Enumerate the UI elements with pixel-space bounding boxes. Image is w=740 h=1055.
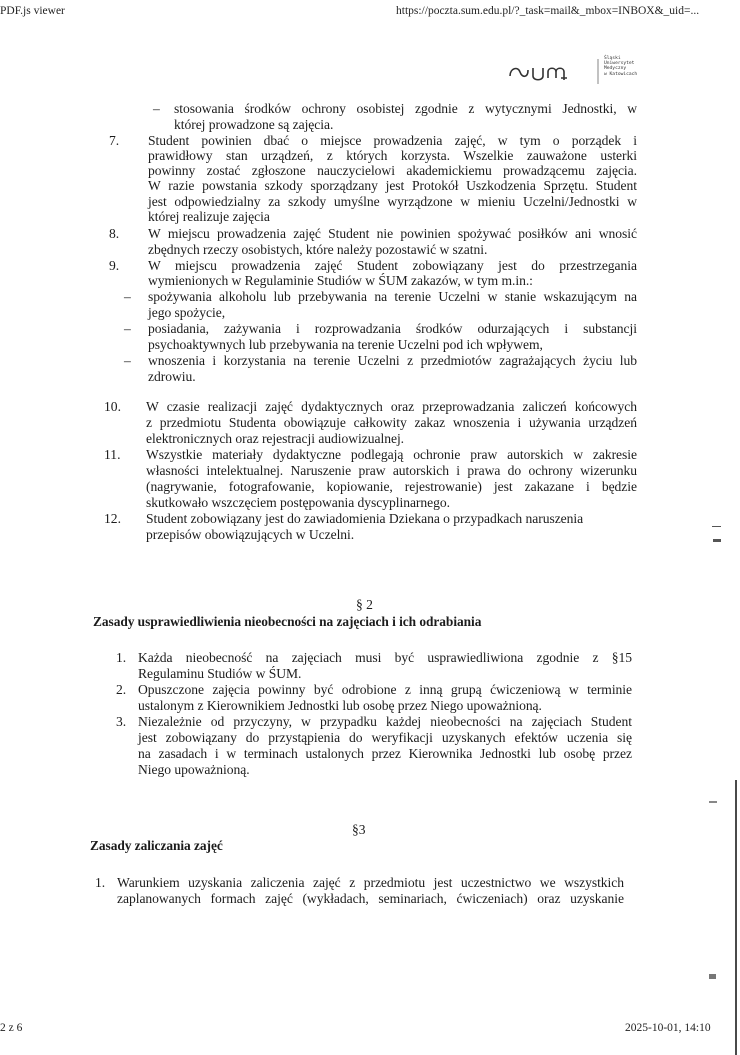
text-line: zbędnych rzeczy osobistych, które należy pozostawić w szatni.: [148, 242, 488, 257]
text-line: zaplanowanych formach zajęć (wykładach, seminariach, ćwiczeniach) oraz uzyskanie: [117, 891, 624, 906]
logo-line-2: Uniwersytet: [604, 61, 635, 67]
logo-wordmark: [604, 56, 637, 77]
text-line: której realizuje zajęcia: [148, 209, 270, 224]
text-line: jest odpowiedzialny za szkody umyślne wyrządzone w mieniu Uczelni/Jednostki w: [148, 194, 637, 209]
item-number: 9.: [109, 258, 120, 273]
text-line: Student powinien dbać o miejsce prowadzenia zajęć, w tym o porządek i: [148, 133, 637, 148]
item-number: 1.: [116, 650, 127, 665]
print-header-url: https://poczta.sum.edu.pl/?_task=mail&_mbox=INBOX&_uid=...: [396, 5, 700, 17]
text-line: W czasie realizacji zajęć dydaktycznych oraz przeprowadzania zaliczeń końcowych: [146, 399, 637, 414]
print-datetime: 2025-10-01, 14:10: [625, 1022, 711, 1034]
text-line: prawidłowy stan urządzeń, z których korzysta. Wszelkie zauważone usterki: [148, 148, 637, 163]
item-number: 3.: [116, 714, 127, 729]
text-line: Niezależnie od przyczyny, w przypadku każdej nieobecności na zajęciach Student: [138, 714, 632, 729]
text-line: W razie powstania szkody sporządzany jest Protokół Uszkodzenia Sprzętu. Student: [148, 178, 637, 193]
text-line: której prowadzone są zajęcia.: [174, 117, 334, 132]
text-line: wnoszenia i korzystania na terenie Uczelni z przedmiotów zagrażających życiu lub: [148, 353, 637, 368]
text-line: wymienionych w Regulaminie Studiów w ŚUM zakazów, w tym m.in.:: [148, 273, 533, 288]
item-number: 7.: [109, 133, 120, 148]
bullet-dash: –: [153, 101, 160, 116]
text-line: na zasadach i w terminach ustalonych przez Kierownika Jednostki lub osobę przez: [138, 746, 632, 761]
scan-mark: [713, 539, 721, 542]
logo-line-4: w Katowicach: [604, 71, 638, 77]
item-number: 10.: [104, 399, 121, 414]
scan-mark: [712, 526, 721, 527]
item-number: 11.: [104, 447, 121, 462]
text-line: spożywania alkoholu lub przebywania na terenie Uczelni w stanie wskazującym na: [148, 289, 637, 304]
text-line: Warunkiem uzyskania zaliczenia zajęć z przedmiotu jest uczestnictwo we wszystkich: [117, 875, 624, 890]
text-line: Opuszczone zajęcia powinny być odrobione z inną grupą ćwiczeniową w terminie: [138, 682, 632, 697]
print-header-title: PDF.js viewer: [0, 5, 65, 17]
text-line: W miejscu prowadzenia zajęć Student nie powinien spożywać posiłków ani wnosić: [148, 226, 637, 241]
text-line: własności intelektualnej. Naruszenie praw autorskich i prawa do ochrony wizerunku: [146, 463, 637, 478]
text-line: (nagrywanie, fotografowanie, kopiowanie, rejestrowanie) jest zakazane i będzie: [146, 479, 637, 494]
text-line: Każda nieobecność na zajęciach musi być usprawiedliwiona zgodnie z §15: [138, 650, 632, 665]
text-line: Regulaminu Studiów w ŚUM.: [138, 666, 302, 681]
section-symbol: § 2: [356, 597, 373, 612]
text-line: jest zobowiązany do przystąpienia do weryfikacji uzyskanych efektów uczenia się: [138, 730, 632, 745]
text-line: posiadania, zażywania i rozprowadzania środków odurzających i substancji: [148, 321, 637, 336]
page-indicator: 2 z 6: [0, 1022, 23, 1034]
section-title: Zasady zaliczania zajęć: [90, 838, 223, 853]
text-line: W miejscu prowadzenia zajęć Student zobowiązany jest do przestrzegania: [148, 258, 637, 273]
text-line: skutkowało wszczęciem postępowania dyscyplinarnego.: [146, 495, 450, 510]
text-line: ustalonym z Kierownikiem Jednostki lub osobę przez Niego upoważnioną.: [138, 698, 542, 713]
text-line: powinny zostać zgłoszone nauczycielowi akademickiemu prowadzącemu zajęcia.: [148, 163, 637, 178]
scan-mark: [709, 974, 716, 979]
text-line: elektronicznych oraz rejestracji audiowizualnej.: [146, 431, 405, 446]
text-line: Niego upoważnioną.: [138, 762, 250, 777]
item-number: 1.: [95, 875, 106, 890]
text-line: psychoaktywnych lub przebywania na terenie Uczelni pod ich wpływem,: [148, 337, 543, 352]
text-line: stosowania środków ochrony osobistej zgodnie z wytycznymi Jednostki, w: [174, 101, 637, 116]
text-line: z przedmiotu Studenta obowiązuje całkowity zakaz wnoszenia i używania urządzeń: [146, 415, 637, 430]
bullet-dash: –: [124, 353, 131, 368]
bullet-dash: –: [124, 289, 131, 304]
item-number: 2.: [116, 682, 127, 697]
scan-mark: [709, 801, 717, 803]
text-line: jego spożycie,: [148, 305, 226, 320]
item-number: 8.: [109, 226, 120, 241]
section-title: Zasady usprawiedliwienia nieobecności na zajęciach i ich odrabiania: [93, 614, 482, 629]
logo-line-1: Śląski: [604, 56, 621, 61]
section-symbol: §3: [352, 822, 366, 837]
text-line: przepisów obowiązujących w Uczelni.: [146, 527, 355, 542]
text-line: Wszystkie materiały dydaktyczne podlegają ochronie praw autorskich w zakresie: [146, 447, 637, 462]
scan-edge-line: [735, 780, 737, 1055]
item-number: 12.: [104, 511, 121, 526]
bullet-dash: –: [124, 321, 131, 336]
text-line: Student zobowiązany jest do zawiadomienia Dziekana o przypadkach naruszenia: [146, 511, 584, 526]
logo-line-3: Medyczny: [604, 66, 627, 72]
text-line: zdrowiu.: [148, 369, 196, 384]
